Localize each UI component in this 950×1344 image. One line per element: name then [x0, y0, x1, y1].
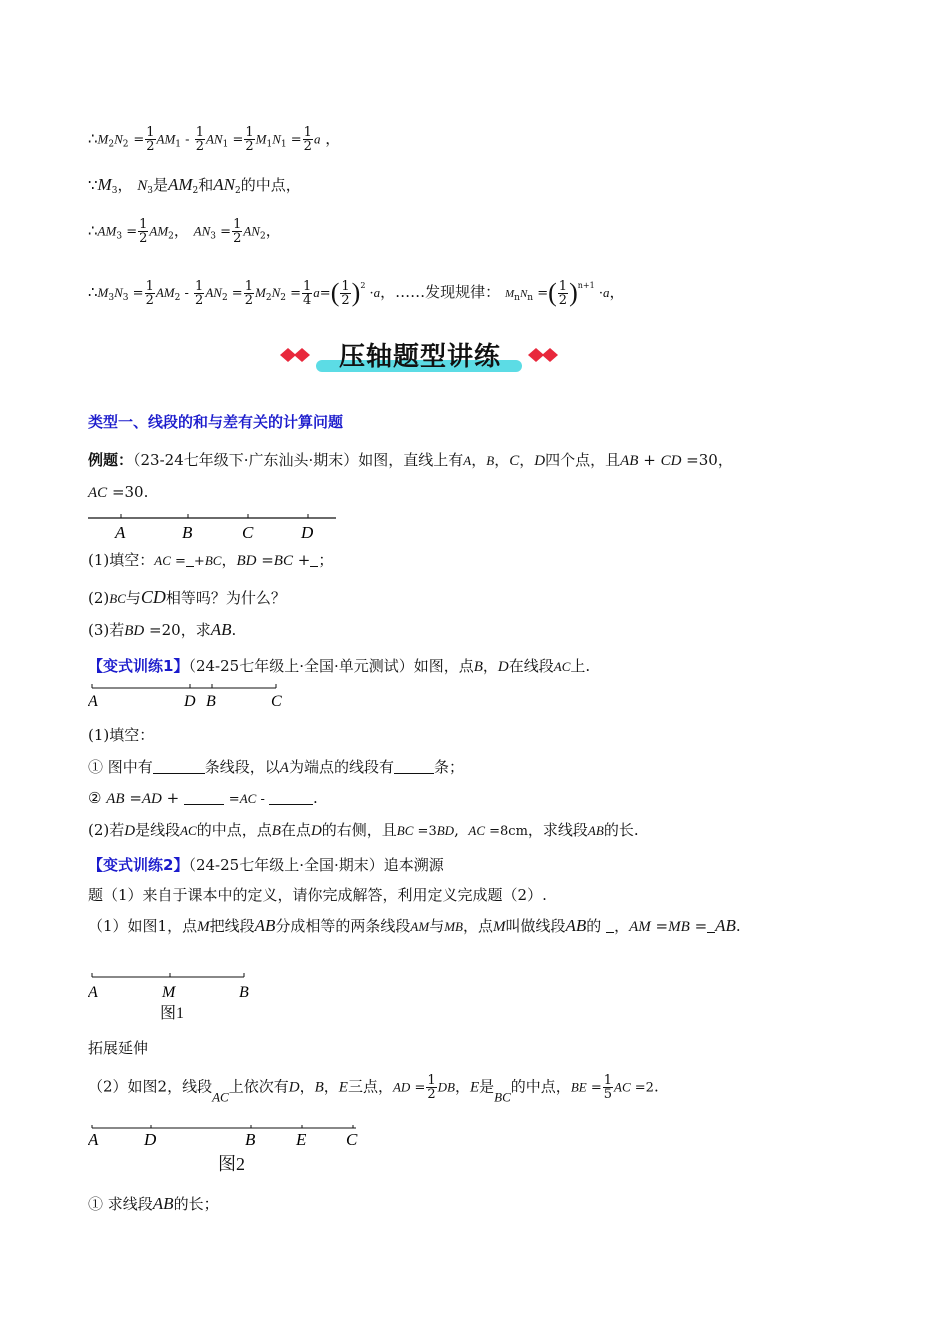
variant1-line: 【变式训练1】（24-25七年级上·全国·单元测试）如图，点B，D在线段AC上.	[88, 657, 591, 675]
qa-prefix: ① 求线段	[88, 1195, 153, 1213]
p1-mid1: 把线段	[209, 917, 255, 935]
v1-label-c: C	[271, 693, 282, 710]
v1-label-d: D	[184, 693, 196, 710]
figure-1	[88, 970, 268, 1000]
v1-label-a: A	[88, 693, 98, 710]
line2-mid: 是	[152, 176, 168, 194]
fig2-label-e: E	[296, 1130, 307, 1149]
fig1-label-m: M	[162, 984, 176, 1000]
q2-mid4: 的右侧，且	[321, 821, 397, 839]
p1-mid4: ，点	[462, 917, 493, 935]
q2-mid3: 在点	[280, 821, 311, 839]
because-symbol: ∵	[88, 176, 98, 194]
extend-label: 拓展延伸	[88, 1039, 149, 1057]
q3-mid: ，求	[180, 621, 211, 639]
label-c: C	[242, 523, 254, 542]
p2-mid3: 是	[479, 1077, 495, 1096]
variant2-p1: （1）如图1，点M把线段AB分成相等的两条线段AM与MB，点M叫做线段AB的 ，AM =MB = AB.	[88, 916, 741, 935]
derivation-line-4: $\therefore M_3N_3$ = $\frac{1}{2}$ $AM_2$ - $\frac{1}{2}$ $AN_2$ = $\frac{1}{2}$ $M_2N_2$ = $\frac{1}{4}$ a=( $\frac{1}{2}$ )$^2$ ·a，……发现规律： $M_nN_n$ =( $\frac{1}{2}$ )$^{n+1}$ ·a，	[88, 278, 625, 308]
example-q2: (2)BC与CD相等吗？为什么？	[88, 587, 286, 607]
q1a-mid: 条线段，以	[204, 758, 280, 776]
q1a-prefix: ① 图中有	[88, 758, 153, 776]
variant1-mid: 在线段	[508, 657, 554, 675]
fig2-label-c: C	[346, 1130, 358, 1149]
line4-mid: ，……发现规律：	[380, 283, 501, 301]
v1-label-b: B	[206, 693, 216, 710]
example-points-text: 四个点，且	[545, 451, 621, 469]
derivation-line-1: $\therefore M_2N_2$ = $\frac{1}{2}$ $AM_1$ - $\frac{1}{2}$ $AN_1$ = $\frac{1}{2}$ $M_1N_1$ = $\frac{1}{2}$ a ，	[88, 125, 341, 154]
fig1-label-a: A	[88, 984, 98, 1000]
variant2-label: 【变式训练2】	[88, 856, 189, 874]
q2-mid2: 的中点，点	[196, 821, 272, 839]
variant1-label: 【变式训练1】	[88, 657, 189, 675]
variant1-q2: (2)若D是线段AC的中点，点B在点D的右侧，且BC =3BD, AC =8cm，求线段AB的长.	[88, 821, 639, 839]
q1-label: (1)填空：	[88, 551, 155, 569]
q1a-mid2: 为端点的线段有	[288, 758, 394, 776]
fig1-label-b: B	[239, 984, 249, 1000]
label-b: B	[182, 523, 193, 542]
fig2-label-b: B	[245, 1130, 256, 1149]
variant1-q1a: ① 图中有 条线段，以A为端点的线段有 条；	[88, 758, 464, 776]
variant1-tail: 上.	[570, 657, 591, 675]
label-d: D	[301, 523, 314, 542]
variant1-source: （24-25七年级上·全国·单元测试）如图，点	[188, 657, 474, 675]
label-a: A	[115, 523, 126, 542]
fig2-caption: 图2	[218, 1154, 245, 1174]
example-line-1: 例题：（23-24七年级下·广东汕头·期末）如图，直线上有A，B，C，D四个点，且AB + CD =30，	[88, 451, 733, 469]
section-title: 类型一、线段的和与差有关的计算问题	[88, 413, 344, 431]
variant1-q1: (1)填空：	[88, 726, 155, 744]
fig2-label-d: D	[144, 1130, 157, 1149]
q1a-tail: 条；	[433, 758, 464, 776]
derivation-line-3: $\therefore AM_3$ = $\frac{1}{2}$ $AM_2$， $AN_3$ = $\frac{1}{2}$ $AN_2$，	[88, 217, 281, 246]
right-diamond-icon	[528, 348, 558, 362]
q2-tail-v1: ，求线段	[527, 821, 588, 839]
example-q3: (3)若BD =20，求AB.	[88, 620, 237, 639]
q2-mid1: 是线段	[135, 821, 181, 839]
fig1-caption: 图1	[160, 1005, 185, 1022]
p1-mid6: 的	[586, 917, 602, 935]
variant2-qa: ① 求线段AB的长；	[88, 1194, 219, 1213]
variant2-p2: （2）如图2，线段AC上依次有D，B，E三点，AD = $\frac{1}{2}$ DB，E是BC的中点，BE = $\frac{1}{5}$ AC =2.	[88, 1073, 659, 1105]
example-line-2: AC =30.	[88, 483, 149, 501]
example-q1: (1)填空：AC = +BC，BD =BC + ；	[88, 551, 334, 569]
figure-2	[88, 1124, 368, 1150]
line2-tail: 的中点，	[240, 176, 301, 194]
section-banner	[270, 330, 570, 380]
qa-tail: 的长；	[173, 1195, 219, 1213]
variant1-q1b: ② AB =AD + =AC - .	[88, 789, 318, 807]
line3-tail: ，	[265, 221, 281, 240]
p2-mid4: 的中点，	[510, 1077, 571, 1096]
q2-prefix: (2)	[88, 589, 110, 607]
line2-and: 和	[198, 176, 214, 194]
example-label: 例题：	[88, 451, 134, 469]
p1-prefix: （1）如图1，点	[88, 917, 198, 935]
fig2-label-a: A	[88, 1130, 99, 1149]
example-source: （23-24七年级下·广东汕头·期末）如图，直线上有	[133, 451, 464, 469]
variant2-intro: 题（1）来自于课本中的定义，请你完成解答，利用定义完成题（2）.	[88, 886, 547, 904]
p2-prefix: （2）如图2，线段	[88, 1077, 213, 1096]
q2-tail: 相等吗？为什么？	[165, 589, 286, 607]
q2-mid: 与	[125, 589, 141, 607]
p1-mid2: 分成相等的两条线段	[275, 917, 411, 935]
banner-title: 压轴题型讲练	[338, 342, 501, 372]
p1-mid3: 与	[429, 917, 445, 935]
variant2-source: （24-25七年级上·全国·期末）追本溯源	[188, 856, 444, 874]
variant1-figure	[88, 682, 308, 712]
line4-tail: ，	[609, 283, 625, 301]
example-figure	[88, 510, 348, 544]
p1-mid5: 叫做线段	[505, 917, 566, 935]
q2-prefix-v1: (2)若	[88, 821, 125, 839]
variant2-line	[88, 855, 444, 875]
left-diamond-icon	[280, 348, 310, 362]
q3-prefix: (3)若	[88, 621, 125, 639]
p2-mid1: 上依次有	[228, 1077, 289, 1096]
line1-tail: ，	[325, 129, 341, 148]
p2-mid2: 三点，	[347, 1077, 393, 1096]
derivation-line-2: $\because M_3$， $N_3$是$AM_2$和$AN_2$的中点，	[88, 175, 301, 196]
q2-end: 的长.	[603, 821, 639, 839]
